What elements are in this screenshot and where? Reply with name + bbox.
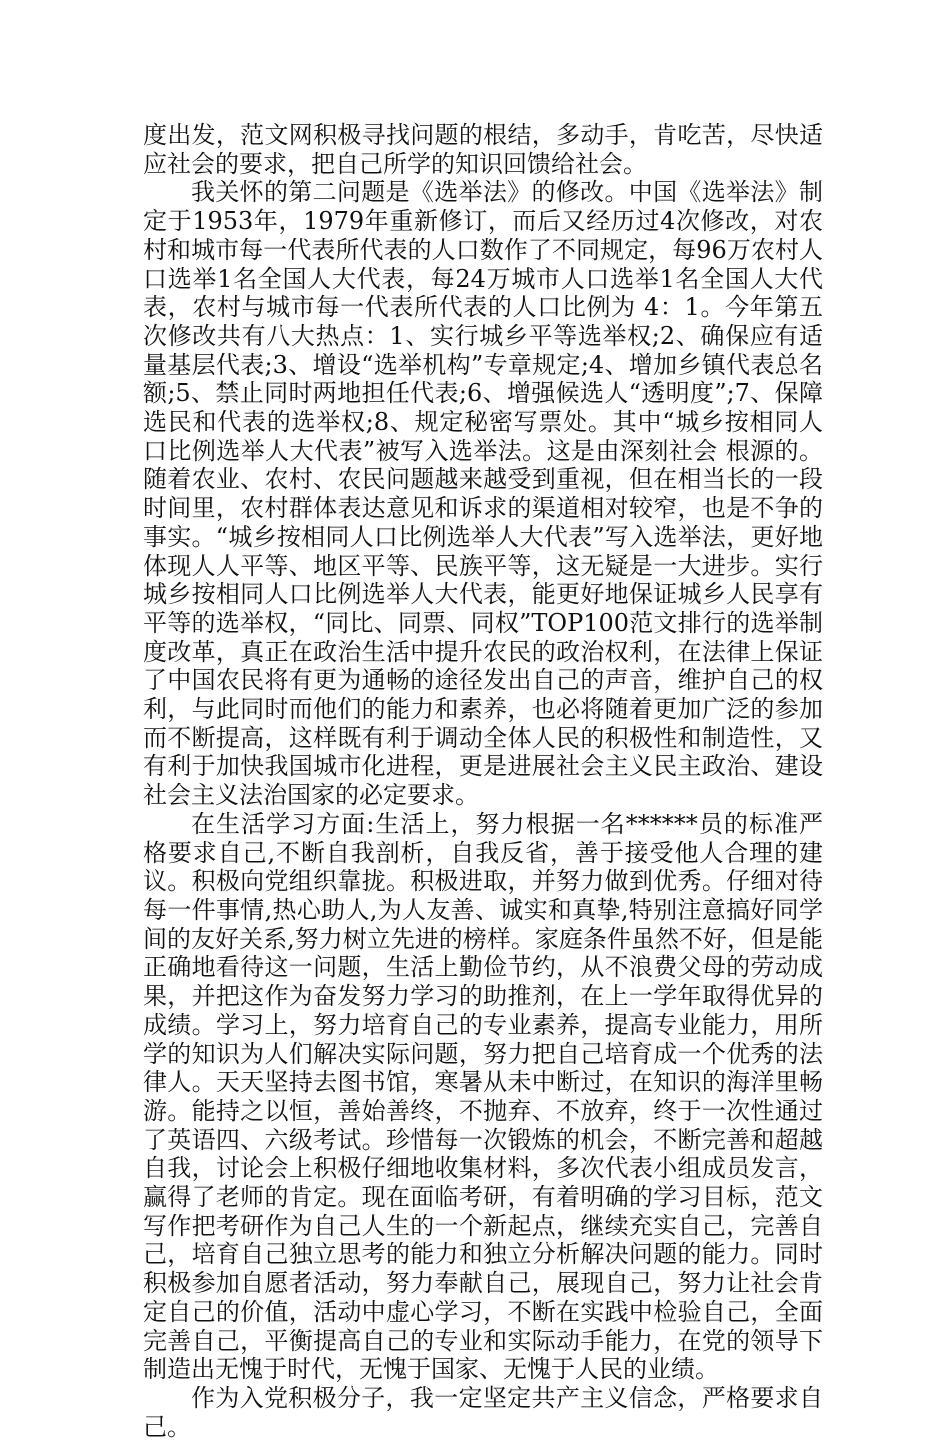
paragraph-election-law: 我关怀的第二问题是《选举法》的修改。中国《选举法》制定于1953年，1979年重新修订，而后又经历过4次修改，对农村和城市每一代表所代表的人口数作了不同规定，每96万农村人口选举1名全国人大代表，每24万城市人口选举1名全国人大代表，农村与城市每一代表所代表的人口比例为 4：1。今年第五次修改共有八大热点：1、实行城乡平等选举权;2、确保应有适量基层代表;3、增设“选举机构”专章规定;4、增加乡镇代表总名额;5、禁止同时两地担任代表;6、增强候选人“透明度”;7、保障选民和代表的选举权;8、规定秘密写票处。其中“城乡按相同人口比例选举人大代表”被写入选举法。这是由深刻社会 根源的。随着农业、农村、农民问题越来越受到重视，但在相当长的一段时间里，农村群体表达意见和诉求的渠道相对较窄，也是不争的事实。“城乡按相同人口比例选举人大代表”写入选举法，更好地体现人人平等、地区平等、民族平等，这无疑是一大进步。实行城乡按相同人口比例选举人大代表，能更好地保证城乡人民享有平等的选举权，“同比、同票、同权”TOP100范文排行的选举制度改革，真正在政治生活中提升农民的政治权利，在法律上保证了中国农民将有更为通畅的途径发出自己的声音，维护自己的权利，与此同时而他们的能力和素养，也必将随着更加广泛的参加而不断提高，这样既有利于调动全体人民的积极性和制造性，又有利于加快我国城市化进程，更是进展社会主义民主政治、建设社会主义法治国家的必定要求。 [143,178,823,810]
paragraph-continuation: 度出发，范文网积极寻找问题的根结，多动手，肯吃苦，尽快适应社会的要求，把自己所学的知识回馈给社会。 [143,121,823,178]
document-body [143,121,823,1441]
paragraph-conclusion: 作为入党积极分子，我一定坚定共产主义信念，严格要求自己。 [143,1383,823,1441]
paragraph-life-study: 在生活学习方面:生活上，努力根据一名******员的标准严格要求自己,不断自我剖析，自我反省，善于接受他人合理的建议。积极向党组织靠拢。积极进取，并努力做到优秀。仔细对待每一件事情,热心助人,为人友善、诚实和真挚,特别注意搞好同学间的友好关系,努力树立先进的榜样。家庭条件虽然不好，但是能正确地看待这一问题，生活上勤俭节约，从不浪费父母的劳动成果，并把这作为奋发努力学习的助推剂，在上一学年取得优异的成绩。学习上，努力培育自己的专业素养，提高专业能力，用所学的知识为人们解决实际问题，努力把自己培育成一个优秀的法律人。天天坚持去图书馆，寒暑从未中断过，在知识的海洋里畅游。能持之以恒，善始善终，不抛弃、不放弃，终于一次性通过了英语四、六级考试。珍惜每一次锻炼的机会，不断完善和超越自我，讨论会上积极仔细地收集材料，多次代表小组成员发言，赢得了老师的肯定。现在面临考研，有着明确的学习目标，范文写作把考研作为自己人生的一个新起点，继续充实自己，完善自己，培育自己独立思考的能力和独立分析解决问题的能力。同时积极参加自愿者活动，努力奉献自己，展现自己，努力让社会肯定自己的价值，活动中虚心学习，不断在实践中检验自己，全面完善自己，平衡提高自己的专业和实际动手能力，在党的领导下制造出无愧于时代，无愧于国家、无愧于人民的业绩。 [143,809,823,1384]
